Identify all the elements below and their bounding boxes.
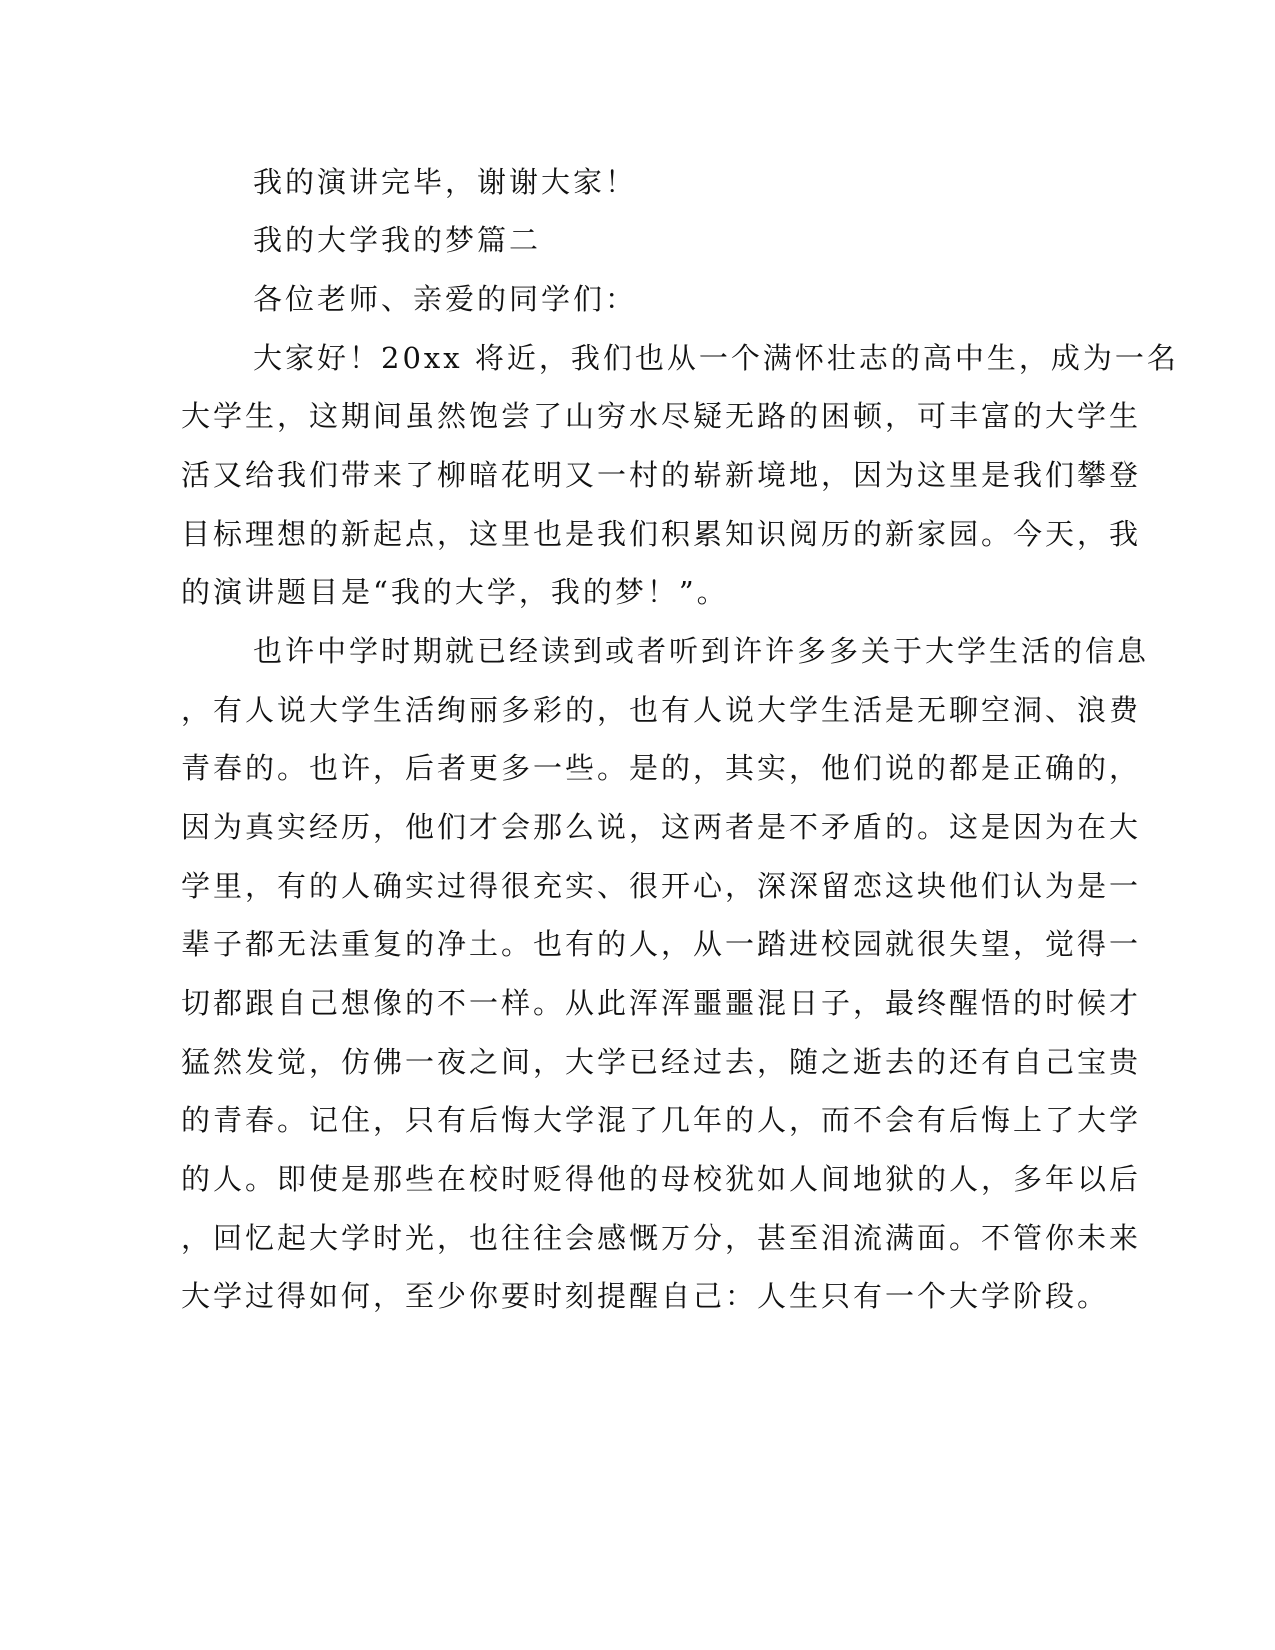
paragraph-line: 猛然发觉，仿佛一夜之间，大学已经过去，随之逝去的还有自己宝贵 — [181, 1045, 1142, 1079]
paragraph-line: 的人。即使是那些在校时贬得他的母校犹如人间地狱的人，多年以后 — [181, 1162, 1142, 1196]
paragraph-line: 也许中学时期就已经读到或者听到许许多多关于大学生活的信息 — [253, 634, 1150, 668]
paragraph-line: 目标理想的新起点，这里也是我们积累知识阅历的新家园。今天，我 — [181, 517, 1142, 551]
paragraph-line: 青春的。也许，后者更多一些。是的，其实，他们说的都是正确的， — [181, 751, 1142, 785]
closing-line: 我的演讲完毕，谢谢大家！ — [253, 165, 638, 199]
paragraph-line: 大学过得如何，至少你要时刻提醒自己：人生只有一个大学阶段。 — [181, 1279, 1110, 1313]
paragraph-line: 因为真实经历，他们才会那么说，这两者是不矛盾的。这是因为在大 — [181, 810, 1142, 844]
section-title: 我的大学我的梦篇二 — [253, 223, 542, 257]
paragraph-line: 大家好！20xx 将近，我们也从一个满怀壮志的高中生，成为一名 — [253, 341, 1179, 375]
paragraph-line: 的青春。记住，只有后悔大学混了几年的人，而不会有后悔上了大学 — [181, 1103, 1142, 1137]
paragraph-line: 学里，有的人确实过得很充实、很开心，深深留恋这块他们认为是一 — [181, 869, 1142, 903]
paragraph-line: 活又给我们带来了柳暗花明又一村的崭新境地，因为这里是我们攀登 — [181, 458, 1142, 492]
paragraph-line: 辈子都无法重复的净土。也有的人，从一踏进校园就很失望，觉得一 — [181, 927, 1142, 961]
paragraph-line: 的演讲题目是“我的大学，我的梦！”。 — [181, 575, 729, 609]
salutation: 各位老师、亲爱的同学们： — [253, 282, 638, 316]
paragraph-line: 大学生，这期间虽然饱尝了山穷水尽疑无路的困顿，可丰富的大学生 — [181, 399, 1142, 433]
paragraph-line: ，有人说大学生活绚丽多彩的，也有人说大学生活是无聊空洞、浪费 — [181, 693, 1142, 727]
paragraph-line: ，回忆起大学时光，也往往会感慨万分，甚至泪流满面。不管你未来 — [181, 1221, 1142, 1255]
paragraph-line: 切都跟自己想像的不一样。从此浑浑噩噩混日子，最终醒悟的时候才 — [181, 986, 1142, 1020]
